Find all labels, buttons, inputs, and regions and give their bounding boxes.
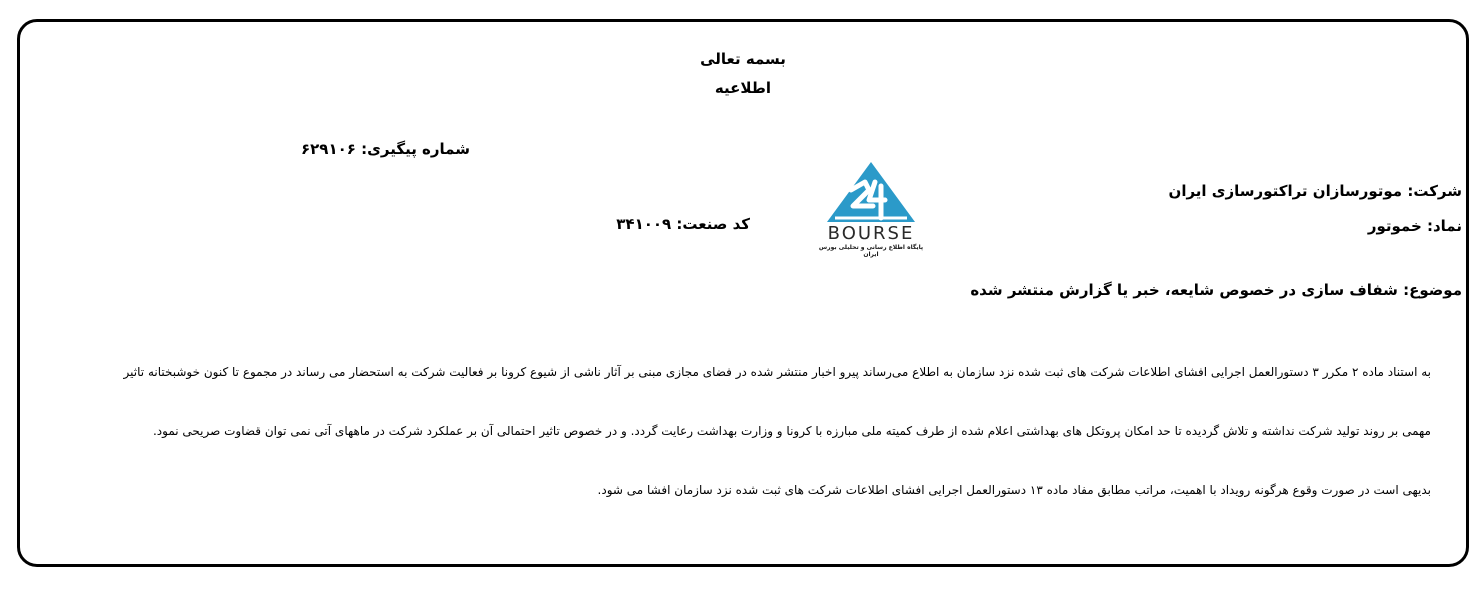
blessing-heading: بسمه تعالی (700, 50, 786, 68)
bourse-logo (813, 160, 929, 256)
body-line-3: بدیهی است در صورت وقوع هرگونه رویداد با اهمیت، مراتب مطابق مفاد ماده ۱۳ دستورالعمل اجرایی افشای اطلاعات شرکت های ثبت شده نزد سازمان افشا می شود. (597, 483, 1431, 497)
ticker-symbol: نماد: خموتور (1367, 217, 1462, 235)
company-name: شرکت: موتورسازان تراکتورسازی ایران (1168, 182, 1462, 200)
bourse-logo-word: BOURSE (827, 223, 915, 244)
body-line-1: به استناد ماده ۲ مکرر ۳ دستورالعمل اجرایی افشای اطلاعات شرکت های ثبت شده نزد سازمان به اطلاع می‌رساند پیرو اخبار منتشر شده در فضای مجازی مبنی بر آثار ناشی از شیوع کرونا بر فعالیت شرکت به استحضار می رساند در مجموع تا کنون خوشبختانه تاثیر (123, 365, 1431, 379)
notice-title: اطلاعیه (714, 79, 772, 97)
bourse-logo-mark-icon (813, 160, 929, 224)
subject-line: موضوع: شفاف سازی در خصوص شایعه، خبر یا گزارش منتشر شده (970, 281, 1462, 299)
announcement-frame (17, 19, 1469, 567)
industry-code: کد صنعت: ۳۴۱۰۰۹ (616, 215, 750, 233)
bourse-logo-subtitle: پایگاه اطلاع رسانی و تحلیلی بورس ایران (818, 244, 924, 258)
tracking-number: شماره پیگیری: ۶۲۹۱۰۶ (301, 140, 470, 158)
body-line-2: مهمی بر روند تولید شرکت نداشته و تلاش گردیده تا حد امکان پروتکل های بهداشتی اعلام شده از طرف کمیته ملی مبارزه با کرونا و وزارت بهداشت رعایت گردد. و در خصوص تاثیر احتمالی آن بر عملکرد شرکت در ماههای آتی نمی توان قضاوت صریحی نمود. (152, 424, 1431, 438)
